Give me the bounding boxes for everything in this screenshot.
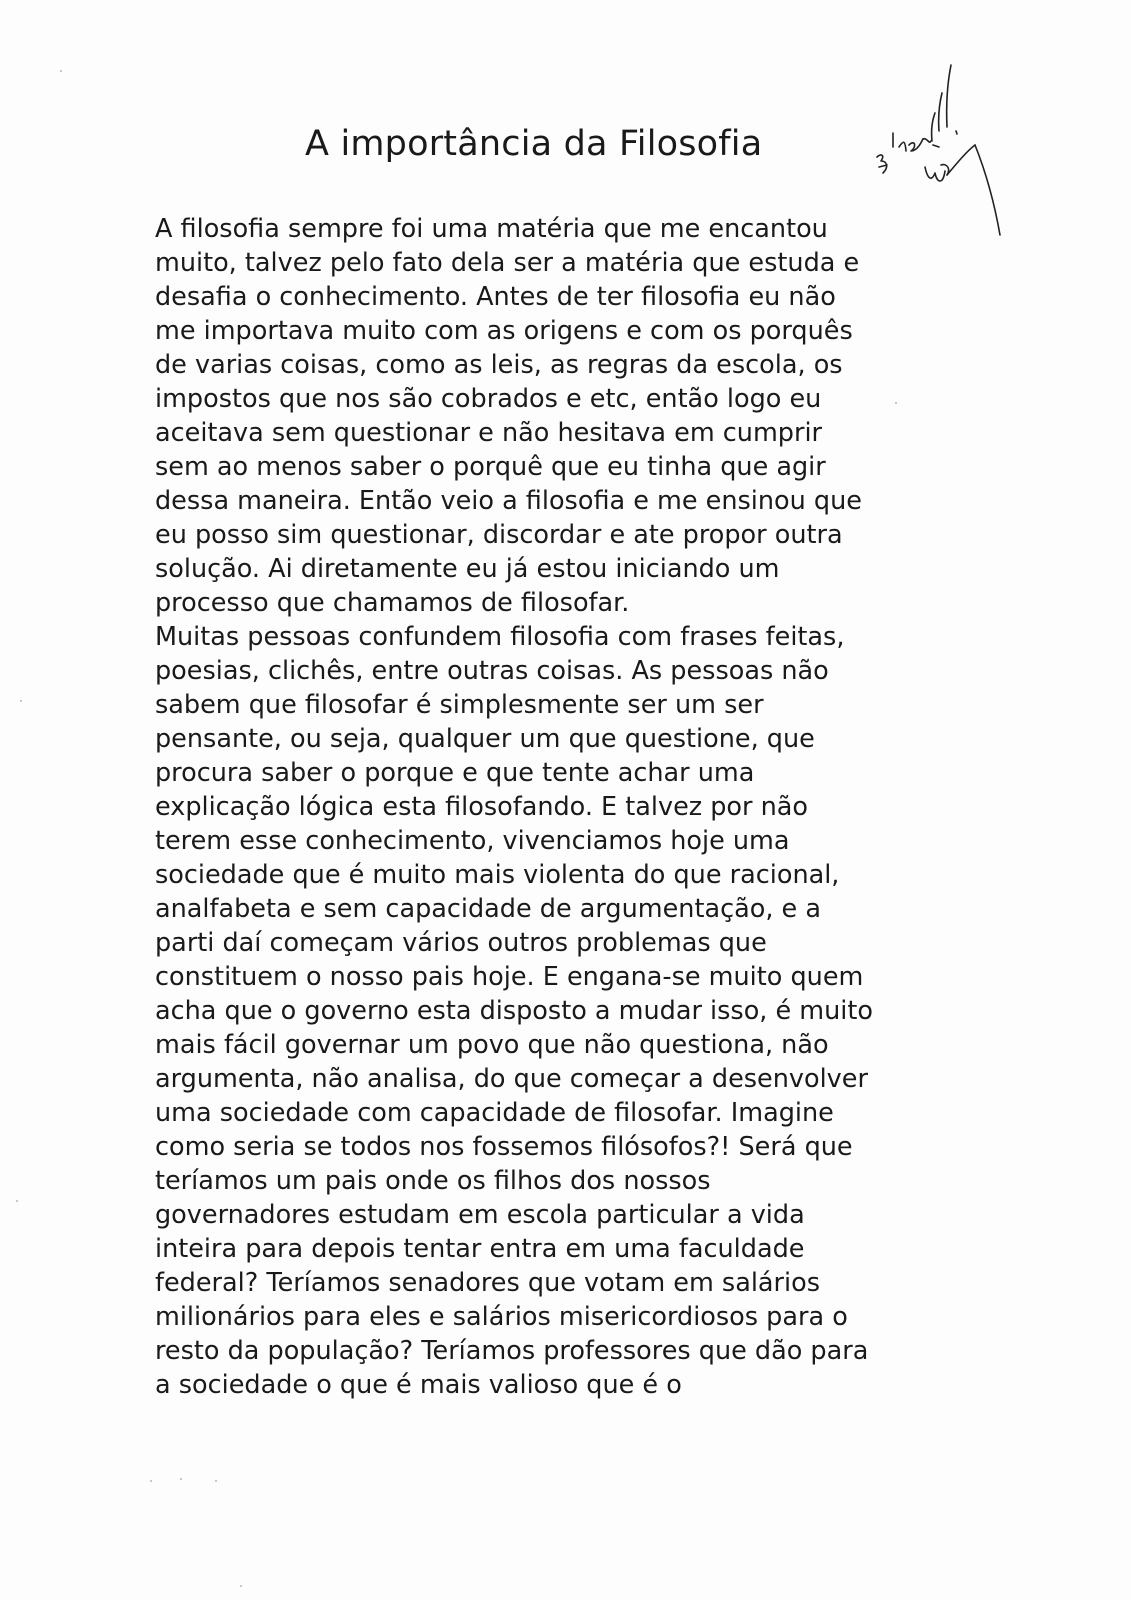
essay-line: desafia o conhecimento. Antes de ter filosofia eu não [155,282,836,312]
essay-line: sem ao menos saber o porquê que eu tinha que agir [155,452,826,482]
essay-line: processo que chamamos de filosofar. [155,588,630,618]
essay-line: governadores estudam em escola particular a vida [155,1200,805,1230]
essay-line: inteira para depois tentar entra em uma faculdade [155,1234,805,1264]
essay-line: parti daí começam vários outros problemas que [155,928,767,958]
scan-speck [20,700,22,702]
essay-line: procura saber o porque e que tente achar uma [155,758,755,788]
essay-line: impostos que nos são cobrados e etc, então logo eu [155,384,822,414]
essay-line: uma sociedade com capacidade de filosofar. Imagine [155,1098,834,1128]
essay-line: federal? Teríamos senadores que votam em salários [155,1268,821,1298]
scan-speck [895,402,897,404]
essay-line: dessa maneira. Então veio a filosofia e me ensinou que [155,486,862,516]
essay-line: A filosofia sempre foi uma matéria que me encantou [155,214,828,244]
essay-line: eu posso sim questionar, discordar e ate propor outra [155,520,843,550]
essay-line: teríamos um pais onde os filhos dos nossos [155,1166,711,1196]
essay-line: mais fácil governar um povo que não questiona, não [155,1030,829,1060]
scan-speck [240,1585,242,1587]
essay-line: argumenta, não analisa, do que começar a desenvolver [155,1064,868,1094]
essay-line: como seria se todos nos fossemos filósofos?! Será que [155,1132,853,1162]
scan-speck [60,70,62,72]
essay-line: aceitava sem questionar e não hesitava em cumprir [155,418,823,448]
essay-line: resto da população? Teríamos professores que dão para [155,1336,869,1366]
scan-speck [16,1200,18,1202]
essay-line: explicação lógica esta filosofando. E talvez por não [155,792,809,822]
essay-body [155,212,955,1402]
essay-line: poesias, clichês, entre outras coisas. As pessoas não [155,656,829,686]
essay-line: sociedade que é muito mais violenta do que racional, [155,860,840,890]
essay-line: solução. Ai diretamente eu já estou iniciando um [155,554,780,584]
essay-line: acha que o governo esta disposto a mudar isso, é muito [155,996,873,1026]
essay-line: analfabeta e sem capacidade de argumentação, e a [155,894,821,924]
scan-speck [150,1480,152,1482]
essay-line: Muitas pessoas confundem filosofia com frases feitas, [155,622,845,652]
essay-line: muito, talvez pelo fato dela ser a matéria que estuda e [155,248,860,278]
scan-speck [180,1478,182,1480]
essay-line: de varias coisas, como as leis, as regras da escola, os [155,350,843,380]
essay-line: sabem que filosofar é simplesmente ser um ser [155,690,764,720]
scan-speck [215,1480,217,1482]
essay-line: pensante, ou seja, qualquer um que questione, que [155,724,815,754]
document-title: A importância da Filosofia [305,124,763,164]
essay-line: terem esse conhecimento, vivenciamos hoje uma [155,826,790,856]
essay-line: me importava muito com as origens e com os porquês [155,316,853,346]
essay-line: constituem o nosso pais hoje. E engana-se muito quem [155,962,864,992]
essay-line: milionários para eles e salários misericordiosos para o [155,1302,848,1332]
essay-line: a sociedade o que é mais valioso que é o [155,1370,682,1400]
